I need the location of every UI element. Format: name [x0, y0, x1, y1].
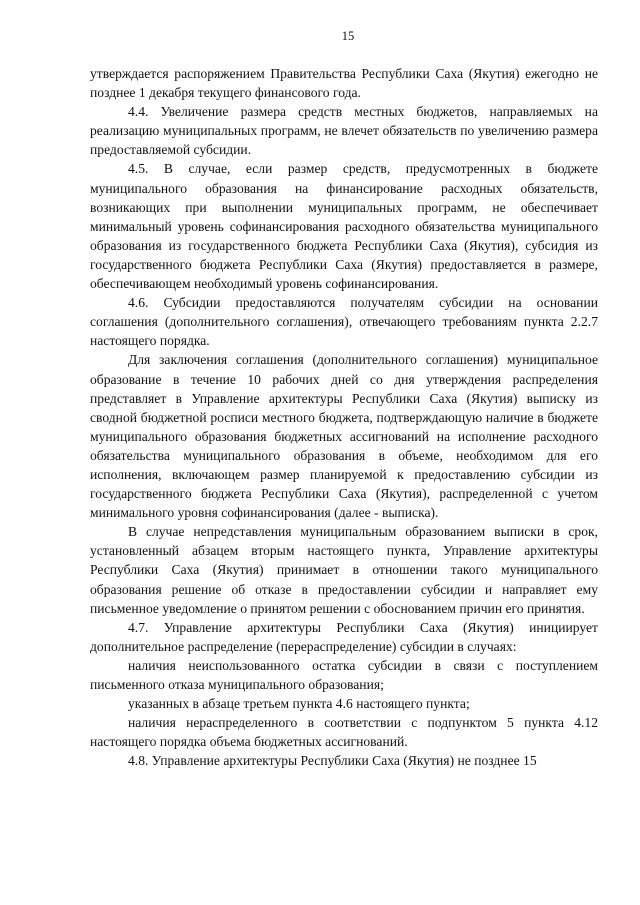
- paragraph-4-7-case-1: наличия неиспользованного остатка субсидии в связи с поступлением письменного отказа муниципального образования;: [90, 657, 598, 692]
- paragraph-4-7-case-3: наличия нераспределенного в соответствии с подпунктом 5 пункта 4.12 настоящего порядка объема бюджетных ассигнований.: [90, 715, 598, 750]
- document-body: [90, 64, 598, 770]
- paragraph-continuation: утверждается распоряжением Правительства Республики Саха (Якутия) ежегодно не позднее 1 декабря текущего финансового года.: [90, 66, 598, 101]
- paragraph-4-5: 4.5. В случае, если размер средств, предусмотренных в бюджете муниципального образования на финансирование расходных обязательств, возникающих при выполнении муниципальных программ, не обеспечивает минимальный уровень софинансирования расходного обязательства муниципального образования из государственного бюджета Республики Саха (Якутия), субсидия из государственного бюджета Республики Саха (Якутия) предоставляется в размере, обеспечивающем необходимый уровень софинансирования.: [90, 161, 598, 292]
- paragraph-4-7: 4.7. Управление архитектуры Республики Саха (Якутия) инициирует дополнительное распределение (перераспределение) субсидии в случаях:: [90, 619, 598, 654]
- paragraph-4-8: 4.8. Управление архитектуры Республики Саха (Якутия) не позднее 15: [128, 753, 537, 769]
- paragraph-4-6-agreement: Для заключения соглашения (дополнительного соглашения) муниципальное образование в течение 10 рабочих дней со дня утверждения распределения представляет в Управление архитектуры Республики Саха (Якутия) выписку из сводной бюджетной росписи местного бюджета, подтверждающую наличие в бюджете муниципального образования бюджетных ассигнований на исполнение расходного обязательства муниципального образования в объеме, необходимом для его исполнения, включающем размер планируемой к предоставлению субсидии из государственного бюджета Республики Саха (Якутия), распределенной с учетом минимального уровня софинансирования (далее - выписка).: [90, 352, 598, 521]
- paragraph-4-7-case-2: указанных в абзаце третьем пункта 4.6 настоящего пункта;: [128, 696, 470, 712]
- page-number: 15: [341, 29, 355, 43]
- paragraph-4-6-refusal: В случае непредставления муниципальным образованием выписки в срок, установленный абзацем вторым настоящего пункта, Управление архитектуры Республики Саха (Якутия) принимает в отношении такого муниципального образования решение об отказе в предоставлении субсидии и направляет ему письменное уведомление о принятом решении с обоснованием причин его принятия.: [90, 524, 598, 616]
- paragraph-4-4: 4.4. Увеличение размера средств местных бюджетов, направляемых на реализацию муниципальных программ, не влечет обязательств по увеличению размера предоставляемой субсидии.: [90, 104, 598, 158]
- paragraph-4-6: 4.6. Субсидии предоставляются получателям субсидии на основании соглашения (дополнительного соглашения), отвечающего требованиям пункта 2.2.7 настоящего порядка.: [90, 295, 598, 349]
